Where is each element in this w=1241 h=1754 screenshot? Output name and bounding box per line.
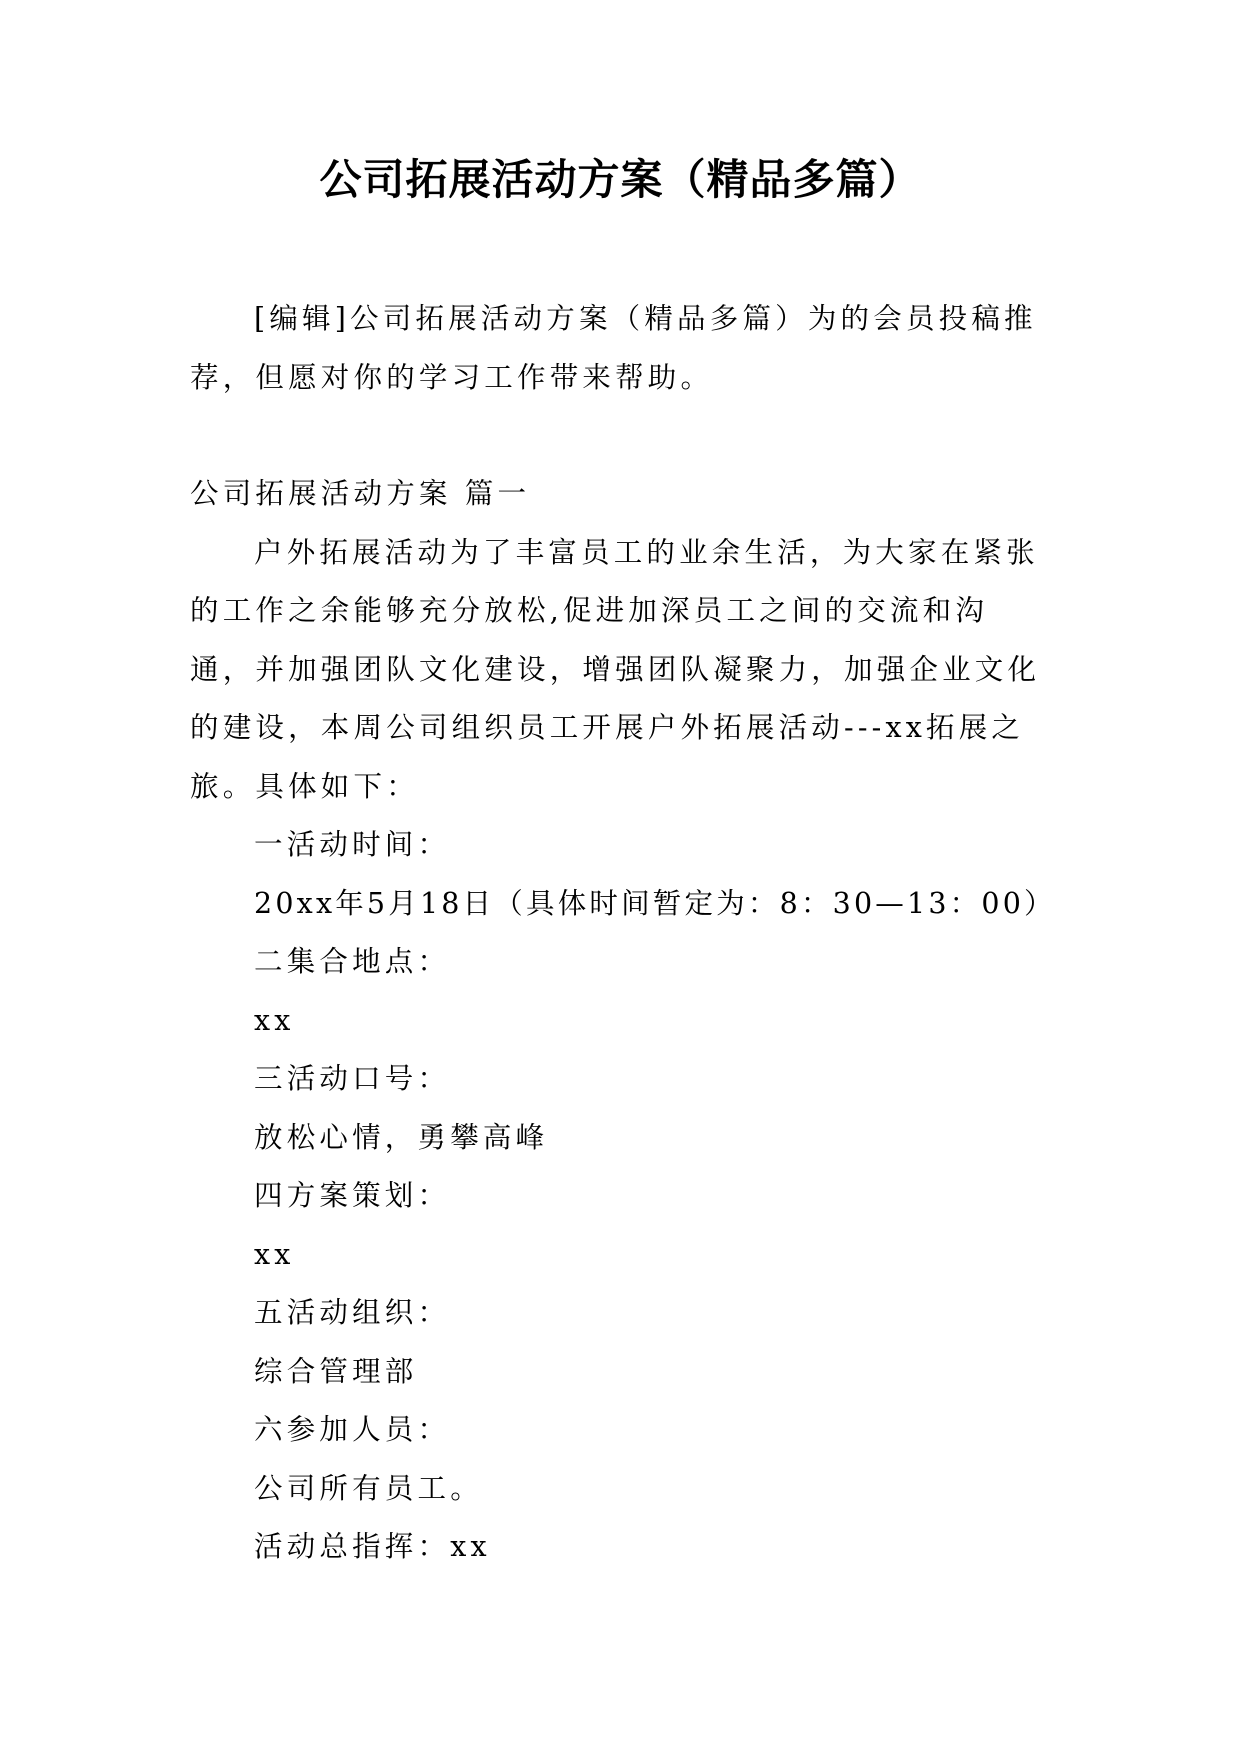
activity-time-value: 20xx年5月18日（具体时间暂定为：8：30—13：00） [254,886,1056,920]
participants-label: 六参加人员： [254,1413,451,1446]
activity-slogan-label: 三活动口号： [254,1062,451,1095]
plan-value: xx [254,1237,295,1271]
document-body [190,290,1056,1577]
meeting-place-label: 二集合地点： [254,945,451,978]
organizer-value: 综合管理部 [254,1354,418,1388]
plan-label: 四方案策划： [254,1179,451,1212]
document-title: 公司拓展活动方案（精品多篇） [319,155,922,204]
activity-time-label: 一活动时间： [254,828,451,861]
intro-paragraph: [编辑]公司拓展活动方案（精品多篇）为的会员投稿推荐，但愿对你的学习工作带来帮助。 [190,302,1037,394]
organizer-label: 五活动组织： [254,1296,451,1329]
commander-line: 活动总指挥：xx [254,1530,491,1563]
activity-slogan-value: 放松心情，勇攀高峰 [254,1120,549,1154]
section-heading: 公司拓展活动方案 篇一 [190,477,531,510]
body-paragraph: 户外拓展活动为了丰富员工的业余生活，为大家在紧张的工作之余能够充分放松,促进加深员工之间的交流和沟通，并加强团队文化建设，增强团队凝聚力，加强企业文化的建设，本周公司组织员工开展户外拓展活动---xx拓展之旅。具体如下： [190,535,1041,803]
meeting-place-value: xx [254,1003,295,1037]
participants-value: 公司所有员工。 [254,1471,483,1505]
